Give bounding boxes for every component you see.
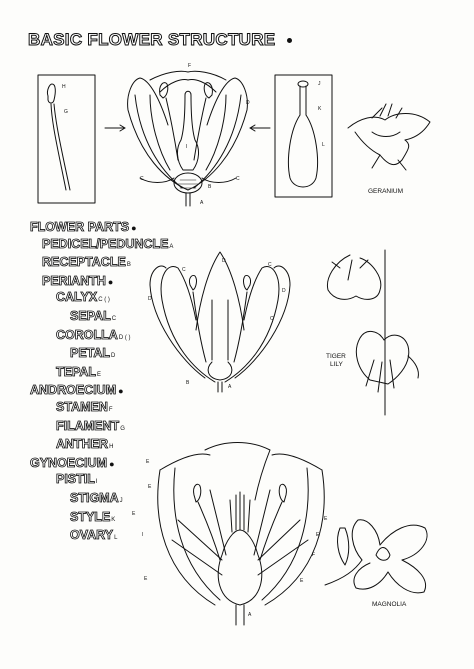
parts-list-mark: H (109, 444, 114, 451)
label-a-top: A (200, 200, 204, 206)
caption-magnolia: MAGNOLIA (372, 601, 407, 608)
tiger-lily-flower (327, 250, 418, 415)
caption-geranium: GERANIUM (368, 188, 404, 195)
label-c-top-left: C (140, 176, 144, 182)
parts-list-mark: C ( ) (98, 297, 110, 304)
label-c-mid-lower: C (270, 316, 274, 322)
label-f-bottom: F (312, 552, 316, 558)
parts-list-label: STIGMA (70, 490, 119, 505)
parts-list-label: SEPAL (70, 308, 111, 323)
parts-list-mark: D (111, 353, 116, 360)
label-c-mid-left: C (182, 267, 186, 273)
label-c-mid-right: C (268, 262, 272, 268)
parts-list-label: STAMEN (56, 399, 108, 414)
magnolia-flower (325, 520, 427, 593)
stamen-box-frame (38, 75, 95, 203)
parts-list-label: PISTIL (56, 472, 95, 487)
page-title: BASIC FLOWER STRUCTURE (28, 30, 276, 49)
parts-list-mark: K (111, 516, 116, 523)
parts-list-mark: I (95, 479, 98, 486)
label-f-top: F (188, 63, 192, 69)
parts-list-label: STYLE (70, 509, 111, 524)
flower-section-middle (150, 252, 290, 392)
parts-list-label: FILAMENT (56, 418, 120, 433)
parts-list-label: ANDROECIUM (30, 383, 117, 398)
parts-list-mark: G (120, 425, 125, 432)
parts-list-label: FLOWER PARTS (30, 220, 130, 234)
parts-list-bullet: ● (131, 223, 137, 233)
anther-detail (47, 84, 55, 103)
label-e-bottom-4: E (324, 516, 328, 522)
label-i-top: I (186, 144, 188, 150)
pistil-top (177, 91, 198, 170)
parts-list-label: ANTHER (56, 437, 109, 452)
pistil-box-frame (275, 75, 332, 197)
parts-list-mark: C (111, 315, 117, 322)
parts-list-mark: L (114, 535, 118, 542)
parts-list-label: PEDICEL/PEDUNCLE (42, 236, 169, 251)
geranium-flower (348, 104, 430, 170)
label-d-top: D (246, 100, 250, 106)
parts-list-mark: E (97, 371, 102, 378)
ovary-bottom (218, 530, 262, 605)
label-d-mid-right: D (282, 288, 286, 294)
label-g-top: G (64, 109, 68, 115)
label-d-mid-left: D (148, 296, 152, 302)
parts-list-label: GYNOECIUM (30, 455, 108, 470)
parts-list-mark: B (126, 262, 131, 269)
label-c-top-right: C (236, 176, 240, 182)
label-l-top: L (322, 142, 325, 148)
parts-list-label: RECEPTACLE (42, 255, 126, 270)
parts-list-label: PETAL (70, 346, 111, 361)
parts-list-label: TEPAL (56, 364, 97, 379)
pistil-detail-box (275, 75, 332, 197)
parts-list-label: PERIANTH (42, 273, 106, 288)
caption-lily: LILY (330, 361, 343, 368)
parts-list-bullet: ● (109, 458, 115, 469)
label-e-bottom-2: E (148, 484, 152, 490)
label-d-mid: D (222, 258, 226, 264)
parts-list-mark: A (169, 243, 174, 250)
label-h-top: H (62, 84, 66, 90)
stamen-detail-box (38, 75, 95, 203)
label-i-bottom: I (142, 532, 144, 538)
parts-list-bullet: ● (107, 276, 114, 287)
label-a-bottom: A (248, 612, 252, 618)
flower-section-bottom (158, 443, 324, 626)
label-e-bottom-5: E (316, 532, 320, 538)
label-e-bottom-1: E (146, 459, 150, 465)
flower-section-top (128, 71, 248, 206)
caption-tiger: TIGER (326, 353, 346, 360)
label-b-top: B (208, 184, 212, 190)
label-e-bottom-7: E (300, 578, 304, 584)
parts-list-mark: F (108, 406, 113, 413)
label-k-top: K (318, 106, 322, 112)
label-e-bottom-6: E (144, 576, 148, 582)
parts-list-mark: J (119, 497, 123, 504)
parts-list-label: OVARY (70, 528, 114, 543)
label-b-mid: B (186, 380, 190, 386)
diagram-letters (62, 63, 328, 618)
pedicel-top (186, 193, 190, 206)
label-e-bottom-3: E (132, 511, 136, 517)
label-j-top: J (318, 81, 321, 87)
parts-list-mark: D ( ) (118, 334, 131, 341)
parts-list-label: COROLLA (56, 327, 118, 342)
parts-list-label: CALYX (56, 290, 98, 305)
label-a-mid: A (228, 384, 232, 390)
parts-list-bullet: ● (118, 386, 124, 397)
